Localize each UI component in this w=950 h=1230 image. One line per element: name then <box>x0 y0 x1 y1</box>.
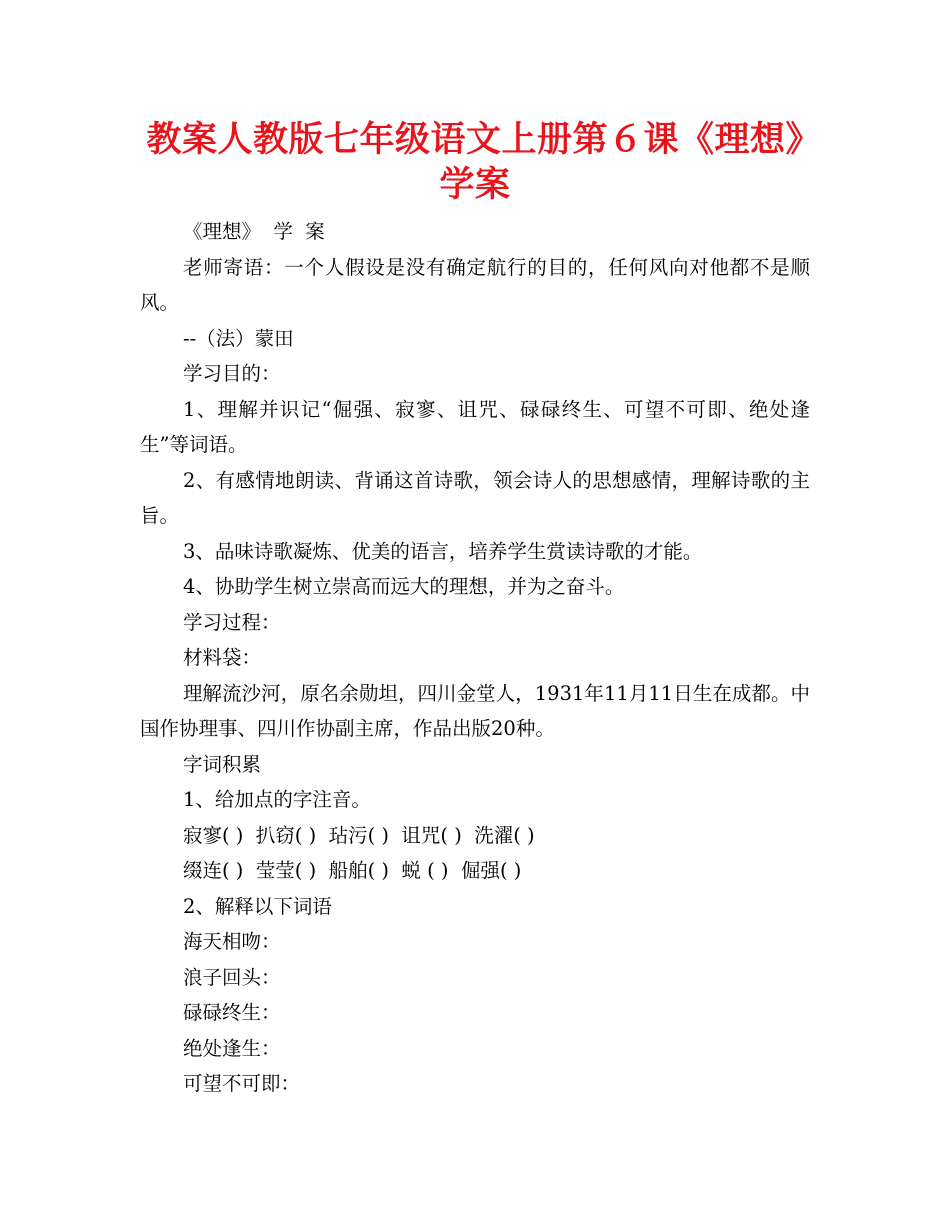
term-item: 碌碌终生： <box>183 1001 281 1024</box>
document-body <box>140 214 810 1102</box>
term-item: 海天相吻： <box>183 930 281 953</box>
teacher-message: 老师寄语：一个人假设是没有确定航行的目的，任何风向对他都不是顺风。 <box>140 255 810 314</box>
objective-item: 2、有感情地朗读、背诵这首诗歌，领会诗人的思想感情，理解诗歌的主旨。 <box>140 468 810 527</box>
section-heading-process: 学习过程： <box>183 610 281 634</box>
pinyin-exercise-row: 缀连( ) 莹莹( ) 船舶( ) 蜕 ( ) 倔强( ) <box>183 859 522 882</box>
document-title: 教案人教版七年级语文上册第６课《理想》学案 <box>146 120 804 205</box>
term-item: 可望不可即： <box>183 1072 301 1095</box>
author-bio: 理解流沙河，原名余勋坦，四川金堂人，1931年11月11日生在成都。中国作协理事、四川作协副主席，作品出版20种。 <box>140 681 810 740</box>
objective-item: 1、理解并识记“倔强、寂寥、诅咒、碌碌终生、可望不可即、绝处逢生”等词语。 <box>140 397 810 456</box>
term-item: 浪子回头： <box>183 965 281 989</box>
subtitle: 《理想》 学 案 <box>183 220 325 243</box>
pinyin-exercise-row: 寂寥( ) 扒窃( ) 玷污( ) 诅咒( ) 洗濯( ) <box>183 823 535 847</box>
term-item: 绝处逢生： <box>183 1036 281 1060</box>
objective-item: 3、品味诗歌凝炼、优美的语言，培养学生赏读诗歌的才能。 <box>183 539 703 563</box>
section-heading-materials: 材料袋： <box>183 646 262 669</box>
section-heading-vocabulary: 字词积累 <box>183 752 262 776</box>
exercise-instruction: 1、给加点的字注音。 <box>183 788 371 811</box>
exercise-instruction: 2、解释以下词语 <box>183 894 332 918</box>
quote-attribution: --（法）蒙田 <box>183 326 294 350</box>
section-heading-objectives: 学习目的： <box>183 362 281 385</box>
objective-item: 4、协助学生树立崇高而远大的理想，并为之奋斗。 <box>183 575 625 598</box>
